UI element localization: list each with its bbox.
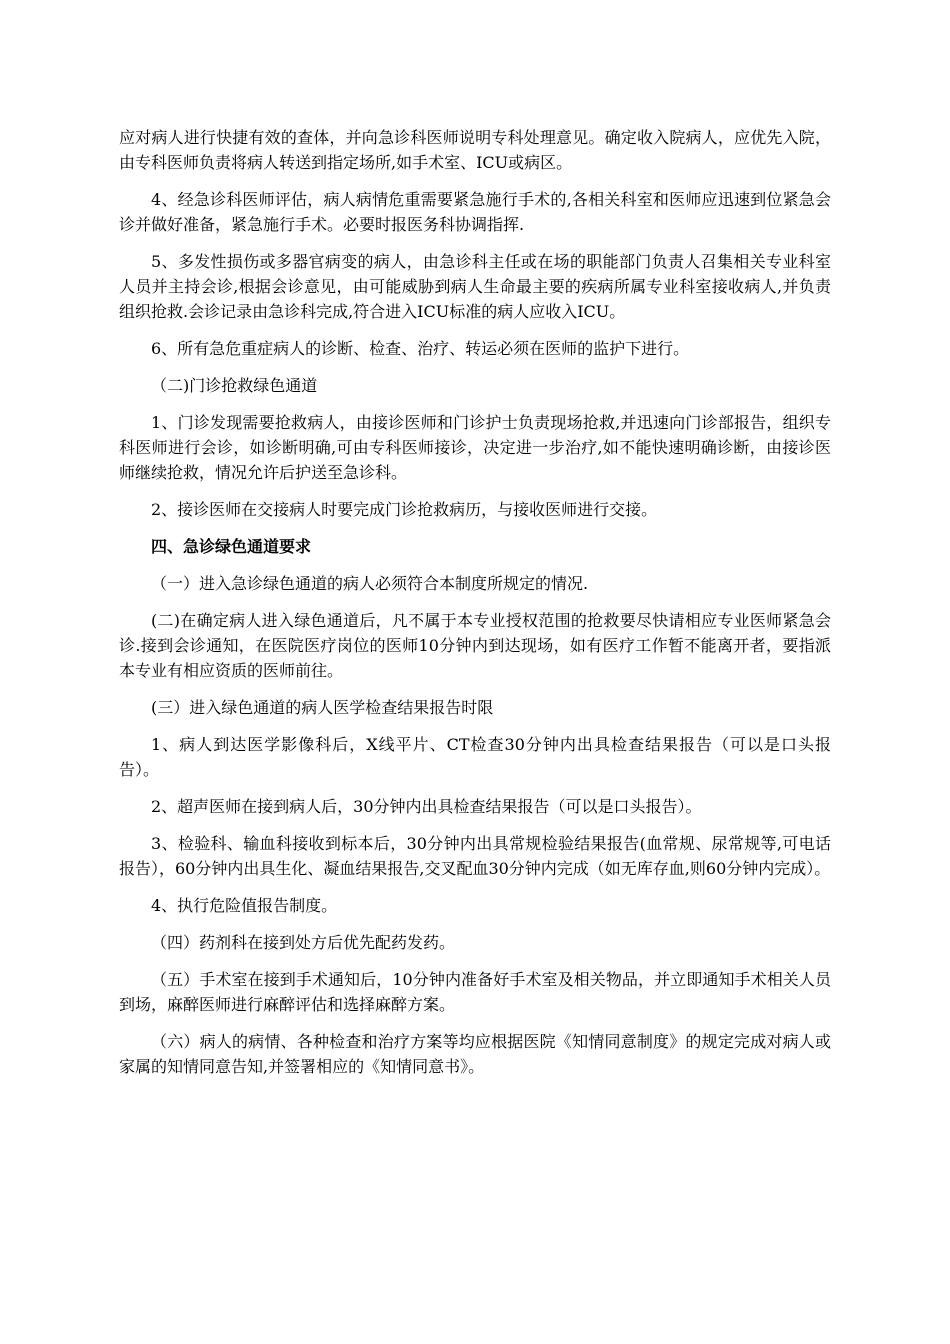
paragraph-report-2: 2、超声医师在接到病人后，30分钟内出具检查结果报告（可以是口头报告）。 xyxy=(151,797,702,816)
paragraph-continuation: 应对病人进行快捷有效的查体，并向急诊科医师说明专科处理意见。确定收入院病人，应优先入院，由专科医师负责将病人转送到指定场所,如手术室、ICU或病区。 xyxy=(119,128,831,172)
paragraph-report-1: 1、病人到达医学影像科后，X线平片、CT检查30分钟内出具检查结果报告（可以是口头报告）。 xyxy=(119,735,831,779)
document-page xyxy=(119,125,831,1091)
paragraph-report-3: 3、检验科、输血科接收到标本后，30分钟内出具常规检验结果报告(血常规、尿常规等,可电话报告），60分钟内出具生化、凝血结果报告,交叉配血30分钟内完成（如无库存血,则60分钟内完成）。 xyxy=(119,834,831,878)
paragraph-requirement-4: （四）药剂科在接到处方后优先配药发药。 xyxy=(151,933,456,952)
paragraph-requirement-5: （五）手术室在接到手术通知后，10分钟内准备好手术室及相关物品，并立即通知手术相关人员到场，麻醉医师进行麻醉评估和选择麻醉方案。 xyxy=(119,970,831,1014)
paragraph-outpatient-1: 1、门诊发现需要抢救病人，由接诊医师和门诊护士负责现场抢救,并迅速向门诊部报告，组织专科医师进行会诊，如诊断明确,可由专科医师接诊，决定进一步治疗,如不能快速明确诊断，由接诊医师继续抢救，情况允许后护送至急诊科。 xyxy=(119,413,831,482)
paragraph-item-6: 6、所有急危重症病人的诊断、检查、治疗、转运必须在医师的监护下进行。 xyxy=(151,339,690,358)
paragraph-requirement-1: （一）进入急诊绿色通道的病人必须符合本制度所规定的情况. xyxy=(151,574,589,593)
paragraph-requirement-6: （六）病人的病情、各种检查和治疗方案等均应根据医院《知情同意制度》的规定完成对病人或家属的知情同意告知,并签署相应的《知情同意书》。 xyxy=(119,1032,831,1076)
section-heading-requirements: 四、急诊绿色通道要求 xyxy=(151,537,312,556)
paragraph-requirement-3: (三）进入绿色通道的病人医学检查结果报告时限 xyxy=(151,698,494,717)
paragraph-item-5: 5、多发性损伤或多器官病变的病人，由急诊科主任或在场的职能部门负责人召集相关专业科室人员并主持会诊,根据会诊意见，由可能威胁到病人生命最主要的疾病所属专业科室接收病人,并负责组织抢救.会诊记录由急诊科完成,符合进入ICU标准的病人应收入ICU。 xyxy=(119,252,831,321)
section-heading-outpatient: （二)门诊抢救绿色通道 xyxy=(151,376,318,395)
paragraph-requirement-2: (二)在确定病人进入绿色通道后，凡不属于本专业授权范围的抢救要尽快请相应专业医师紧急会诊.接到会诊通知，在医院医疗岗位的医师10分钟内到达现场，如有医疗工作暂不能离开者，要指派本专业有相应资质的医师前往。 xyxy=(119,611,831,680)
paragraph-item-4: 4、经急诊科医师评估，病人病情危重需要紧急施行手术的,各相关科室和医师应迅速到位紧急会诊并做好准备，紧急施行手术。必要时报医务科协调指挥. xyxy=(119,190,831,234)
paragraph-report-4: 4、执行危险值报告制度。 xyxy=(151,896,338,915)
paragraph-outpatient-2: 2、接诊医师在交接病人时要完成门诊抢救病历，与接收医师进行交接。 xyxy=(151,500,658,519)
